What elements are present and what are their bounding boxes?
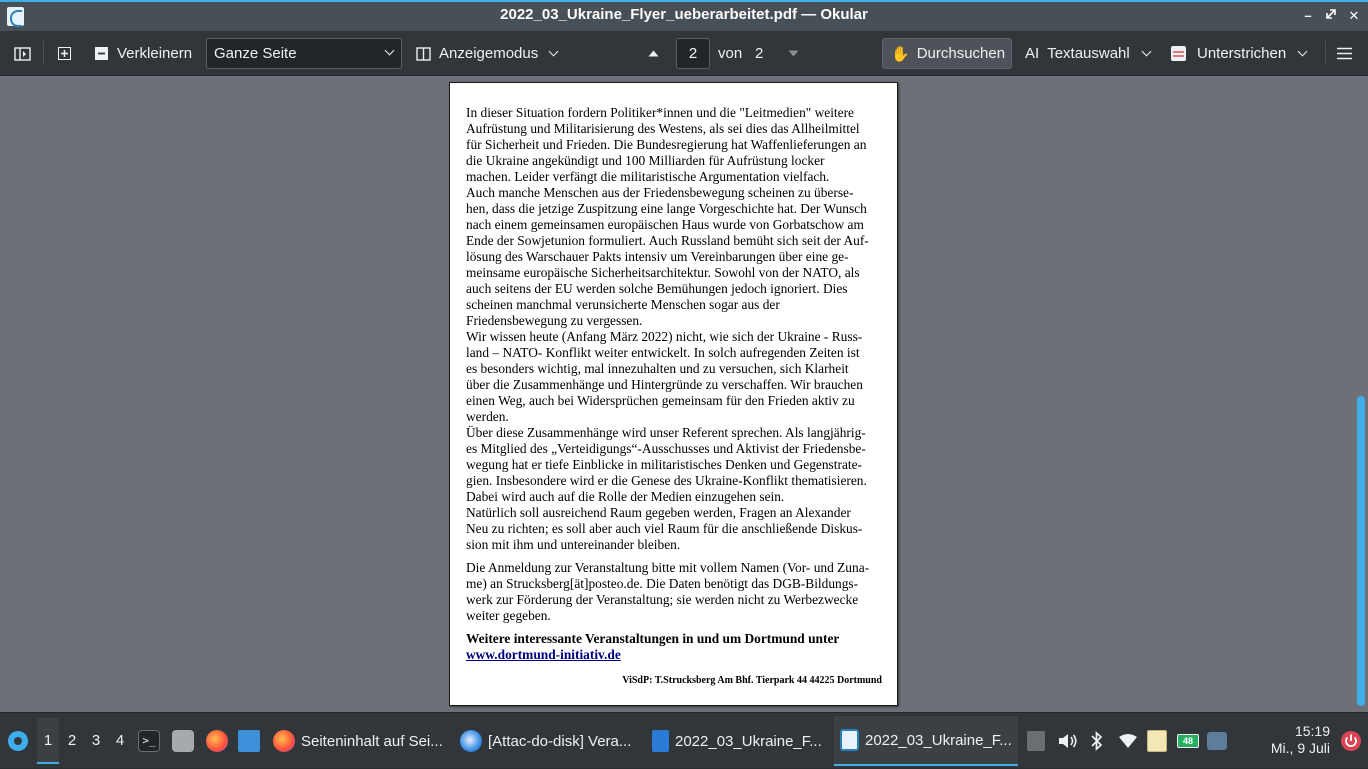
chevron-down-icon xyxy=(385,46,395,56)
task-firefox[interactable] xyxy=(267,716,450,766)
hamburger-menu-button[interactable] xyxy=(1337,38,1352,69)
firefox-icon xyxy=(206,730,228,752)
text-line: werk zur Förderung der Veranstaltung; sie werden nicht zu Werbezwecke xyxy=(466,592,859,607)
battery-button[interactable] xyxy=(1177,713,1199,769)
scrollbar-thumb[interactable] xyxy=(1357,396,1365,706)
task-writer[interactable] xyxy=(645,716,828,766)
terminal-launcher[interactable] xyxy=(138,713,166,769)
document-icon xyxy=(652,730,669,752)
hamburger-menu-icon xyxy=(1337,47,1352,60)
text-line: es besonders wichtig, mal innezuhalten und zu versuchen, sich Klarheit xyxy=(466,361,849,376)
text-line: me) an Strucksberg[ät]posteo.de. Die Daten benötigt das DGB-Bildungs- xyxy=(466,576,859,591)
text-line: nach einem gemeinsamen europäischen Haus wurde von Gorbatschow am xyxy=(466,217,864,232)
annotation-label: Unterstrichen xyxy=(1197,45,1287,62)
text-line: für Sicherheit und Frieden. Die Bundesregierung hat Waffenlieferungen an xyxy=(466,137,867,152)
text-selection-tool-button[interactable] xyxy=(1025,38,1150,69)
paragraph-registration xyxy=(466,560,884,624)
page-of-label: von xyxy=(718,45,743,62)
main-toolbar xyxy=(0,31,1368,76)
bluetooth-icon xyxy=(1090,731,1104,751)
text-line: Ende der Sowjetunion formuliert. Auch Russland bemüht sich seit der Auf- xyxy=(466,233,869,248)
terminal-icon: >_ xyxy=(138,730,160,752)
task-okular[interactable] xyxy=(834,716,1018,766)
taskbar xyxy=(0,712,1368,768)
text-line: Wir wissen heute (Anfang März 2022) nicht, wie sich der Ukraine - Russ- xyxy=(466,329,863,344)
page-total: 2 xyxy=(755,45,764,62)
maximize-icon[interactable] xyxy=(1322,7,1340,25)
digital-clock[interactable] xyxy=(1271,723,1330,757)
firefox-icon xyxy=(273,730,295,752)
clock-time: 15:19 xyxy=(1294,723,1330,739)
text-line: Aufrüstung und Militarisierung des Westens, als sei dies das Allheilmittel xyxy=(466,121,860,136)
chevron-down-icon xyxy=(549,47,559,57)
document-view[interactable] xyxy=(0,76,1368,712)
okular-icon xyxy=(840,729,859,751)
browse-tool-button[interactable] xyxy=(882,38,1012,69)
underline-annotation-icon xyxy=(1170,45,1187,62)
view-mode-label: Anzeigemodus xyxy=(439,45,539,62)
arrow-up-icon xyxy=(648,50,659,57)
clock-date: Mi., 9 Juli xyxy=(1270,740,1330,756)
launcher-icon xyxy=(7,730,29,752)
zoom-out-button[interactable] xyxy=(95,38,192,69)
text-line: werden. xyxy=(466,409,509,424)
text-line: die Ukraine angekündigt und 100 Milliarden für Aufrüstung locker xyxy=(466,153,825,168)
more-events-text: Weitere interessante Veranstaltungen in und um Dortmund unter xyxy=(466,631,840,646)
network-button[interactable] xyxy=(1118,713,1138,769)
view-mode-icon xyxy=(416,47,431,61)
text-line: weiter gegeben. xyxy=(466,608,551,623)
zoom-in-button[interactable] xyxy=(58,38,71,69)
text-line: hen, dass die jetzige Zuspitzung eine lange Vorgeschichte hat. Der Wunsch xyxy=(466,201,867,216)
desktop-3[interactable]: 3 xyxy=(91,732,101,749)
view-mode-button[interactable] xyxy=(416,38,557,69)
chevron-down-icon xyxy=(1141,47,1151,57)
tray-expand-icon xyxy=(1027,731,1045,751)
zoom-in-icon xyxy=(58,47,71,60)
tray-expander[interactable] xyxy=(1027,713,1045,769)
text-line: Natürlich soll ausreichend Raum gegeben werden, Fragen an Alexander xyxy=(466,505,851,520)
text-line: Die Anmeldung zur Veranstaltung bitte mit vollem Namen (Vor- und Zuna- xyxy=(466,560,870,575)
chevron-down-icon xyxy=(1298,47,1308,57)
minimize-icon[interactable]: – xyxy=(1304,8,1312,23)
arrow-down-icon xyxy=(788,50,799,57)
browse-label: Durchsuchen xyxy=(916,45,1006,62)
text-line: sion mit ihm und untereinander bleiben. xyxy=(466,537,681,552)
desktop-4[interactable]: 4 xyxy=(115,732,125,749)
close-icon[interactable]: ✕ xyxy=(1348,8,1360,23)
hand-icon: ✋ xyxy=(891,45,910,63)
paragraph-main xyxy=(466,105,884,553)
file-manager-icon xyxy=(172,730,194,752)
desktop-folder-launcher[interactable] xyxy=(238,713,266,769)
application-launcher-button[interactable] xyxy=(7,713,29,769)
text-select-label: Textauswahl xyxy=(1047,45,1130,62)
text-line: wegung hat er tiefe Einblicke in militaristisches Denken und Gegenstrate- xyxy=(466,457,863,472)
clipboard-icon xyxy=(1147,730,1167,752)
text-line: In dieser Situation fordern Politiker*innen und die "Leitmedien" weitere xyxy=(466,105,854,120)
text-line: lösung des Warschauer Pakts intensiv um Vereinbarungen über eine ge- xyxy=(466,249,849,264)
zoom-out-icon xyxy=(95,47,108,60)
window-titlebar[interactable] xyxy=(0,0,1368,31)
sidebar-toggle-icon xyxy=(14,47,31,61)
text-line: gien. Insbesondere wird er die Genese des Ukraine-Konflikt thematisieren. xyxy=(466,473,867,488)
file-manager-launcher[interactable] xyxy=(172,713,200,769)
firefox-launcher[interactable] xyxy=(206,713,234,769)
text-line: Neu zu richten; es soll aber auch viel Raum für die anschließende Diskus- xyxy=(466,521,863,536)
next-page-button[interactable] xyxy=(788,38,799,69)
notifications-button[interactable] xyxy=(1207,713,1227,769)
bluetooth-button[interactable] xyxy=(1090,713,1104,769)
text-line: es Mitglied des „Verteidigungs“-Ausschusses und Aktivist der Friedensbe- xyxy=(466,441,866,456)
power-icon xyxy=(1340,730,1362,752)
sidebar-toggle-button[interactable] xyxy=(14,38,31,69)
folder-icon xyxy=(238,730,260,752)
page-number-input[interactable]: 2 xyxy=(676,38,710,69)
notification-icon xyxy=(1207,732,1227,750)
text-select-icon: A͏I xyxy=(1025,45,1040,62)
task-thunderbird[interactable] xyxy=(456,716,639,766)
text-line: machen. Leider verfängt die militaristische Argumentation vielfach. xyxy=(466,169,830,184)
battery-icon: 48 xyxy=(1177,734,1199,748)
text-line: meinsame europäische Sicherheitsarchitektur. Sowohl von der NATO, als xyxy=(466,265,860,280)
zoom-mode-select[interactable] xyxy=(206,38,402,69)
text-line: über die Zusammenhänge und Hintergründe zu verschaffen. Wir brauchen xyxy=(466,377,863,392)
clipboard-button[interactable] xyxy=(1147,713,1167,769)
imprint-text: ViSdP: T.Strucksberg Am Bhf. Tierpark 44 44225 Dortmund xyxy=(622,675,882,686)
previous-page-button[interactable] xyxy=(648,38,659,69)
volume-icon xyxy=(1058,732,1078,750)
text-line: auch seitens der EU werden solche Bemühungen jedoch ignoriert. Dies xyxy=(466,281,848,296)
text-line: Auch manche Menschen aus der Friedensbewegung scheinen zu überse- xyxy=(466,185,854,200)
task-label: [Attac-do-disk] Vera... xyxy=(488,732,632,750)
desktop-2[interactable]: 2 xyxy=(67,732,77,749)
zoom-out-label: Verkleinern xyxy=(117,45,193,62)
text-line: scheinen manchmal verunsicherte Menschen sogar aus der xyxy=(466,297,780,312)
pdf-page[interactable] xyxy=(449,82,898,706)
thunderbird-icon xyxy=(460,730,482,752)
text-line: land – NATO- Konflikt weiter entwickelt. In solch aufregenden Zeiten ist xyxy=(466,345,860,360)
annotation-tool-button[interactable] xyxy=(1170,38,1306,69)
desktop-1[interactable]: 1 xyxy=(37,718,59,764)
zoom-mode-value: Ganze Seite xyxy=(214,45,297,62)
task-label: Seiteninhalt auf Sei... xyxy=(301,732,443,750)
events-link[interactable]: www.dortmund-initiativ.de xyxy=(466,647,621,662)
volume-button[interactable] xyxy=(1058,713,1078,769)
power-button[interactable] xyxy=(1340,713,1362,769)
text-line: einen Weg, auch bei Widersprüchen gemeinsam für den Frieden aktiv zu xyxy=(466,393,855,408)
window-title: 2022_03_Ukraine_Flyer_ueberarbeitet.pdf — Okular xyxy=(500,6,868,23)
task-label: 2022_03_Ukraine_F... xyxy=(675,732,822,750)
vertical-scrollbar[interactable] xyxy=(1357,76,1365,712)
task-label: 2022_03_Ukraine_F... xyxy=(865,731,1012,749)
text-line: Friedensbewegung zu vergessen. xyxy=(466,313,643,328)
wifi-icon xyxy=(1118,733,1138,749)
text-line: Dabei wird auch auf die Rolle der Medien einzugehen sein. xyxy=(466,489,785,504)
text-line: Über diese Zusammenhänge wird unser Referent sprechen. Als langjährig- xyxy=(466,425,866,440)
